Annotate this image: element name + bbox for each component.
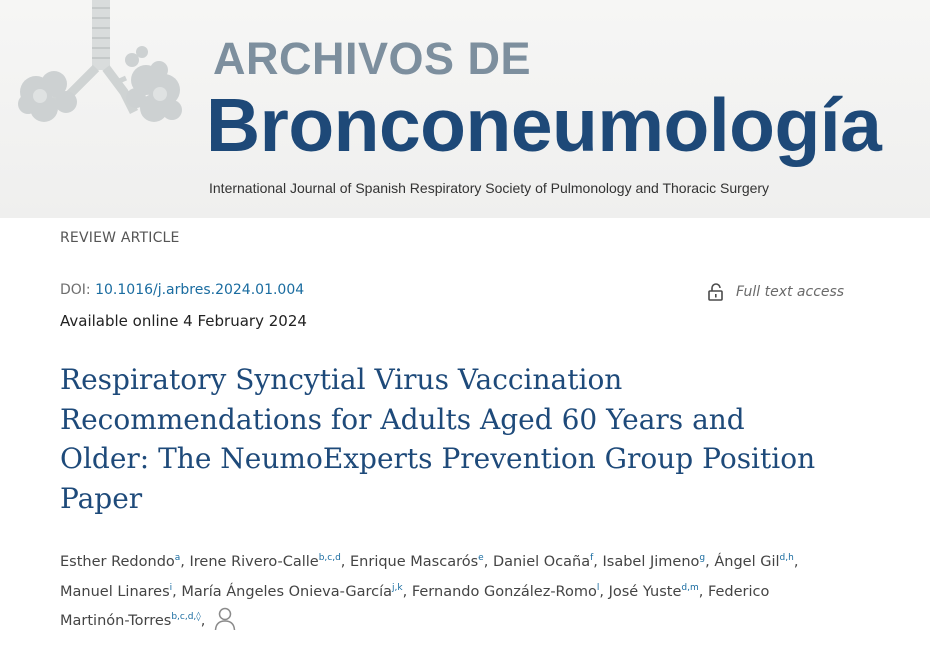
unlock-icon xyxy=(708,283,724,301)
author-link[interactable]: Irene Rivero-Calle$^{b,c,d}$ xyxy=(189,553,341,570)
doi-row xyxy=(60,282,304,298)
affiliation-sup[interactable]: d,h xyxy=(779,553,794,563)
affiliation-sup[interactable]: d,m xyxy=(681,582,699,593)
affiliation-sup[interactable]: l xyxy=(596,582,600,593)
affiliation-sup[interactable]: b,c,d xyxy=(318,553,341,563)
author-link[interactable]: Fernando González-Romo$^l$ xyxy=(411,582,600,600)
author-link[interactable]: Isabel Jimeno$^g$ xyxy=(602,553,706,570)
affiliation-sup[interactable]: g xyxy=(699,553,706,563)
journal-subtitle: International Journal of Spanish Respiratory Society of Pulmonology and Thoracic Surgery xyxy=(209,180,770,196)
doi-link[interactable]: 10.1016/j.arbres.2024.01.004 xyxy=(95,282,305,298)
author-link[interactable]: Federico Martinón-Torres$^{b,c,d,◊}$ xyxy=(60,583,770,629)
affiliation-sup[interactable]: f xyxy=(590,553,594,563)
author-link[interactable]: Manuel Linares$^i$ xyxy=(60,582,173,600)
article-type: REVIEW ARTICLE xyxy=(60,230,180,246)
author-link[interactable]: María Ángeles Onieva-García$^{j,k}$ xyxy=(181,582,403,600)
author-link[interactable]: Enrique Mascarós$^e$ xyxy=(350,553,484,570)
journal-prefix: ARCHIVOS DE xyxy=(213,33,532,84)
author-list: Esther Redondo$^a$, Irene Rivero-Calle$^{b,c,d}$, Enrique Mascarós$^e$, Daniel Ocaña$^f$, Isabel Jimeno$^g$, Ángel Gil$^{d,h}$, Manuel Linares$^i$, María Ángeles Onieva-García$^{j,k}$, Fernando González-Romo$^l$, José Yuste$^{d,m}$, Federico Martinón-Torres$^{b,c,d,◊}$, xyxy=(60,553,799,629)
affiliation-sup[interactable]: e xyxy=(478,553,484,563)
author-link[interactable]: Ángel Gil$^{d,h}$ xyxy=(714,553,794,570)
affiliation-sup[interactable]: i xyxy=(169,582,173,593)
affiliation-sup[interactable]: a xyxy=(174,553,181,563)
full-text-access[interactable] xyxy=(708,283,844,301)
author-link[interactable]: José Yuste$^{d,m}$ xyxy=(608,582,699,600)
author-link[interactable]: Esther Redondo$^a$ xyxy=(60,553,181,570)
lungs-illustration xyxy=(14,0,194,160)
full-text-access-label: Full text access xyxy=(736,284,845,300)
available-online-date: Available online 4 February 2024 xyxy=(60,312,307,330)
journal-name: Bronconeumología xyxy=(206,83,882,167)
journal-banner xyxy=(0,0,930,218)
affiliation-sup[interactable]: b,c,d,◊ xyxy=(171,612,201,622)
article-title: Respiratory Syncytial Virus Vaccination Recommendations for Adults Aged 60 Years and Older: The NeumoExperts Prevention Group Position Paper xyxy=(60,363,816,515)
affiliation-sup[interactable]: j,k xyxy=(392,582,403,593)
author-link[interactable]: Daniel Ocaña$^f$ xyxy=(492,553,594,570)
person-icon[interactable] xyxy=(214,607,236,631)
doi-label: DOI: xyxy=(60,282,91,298)
